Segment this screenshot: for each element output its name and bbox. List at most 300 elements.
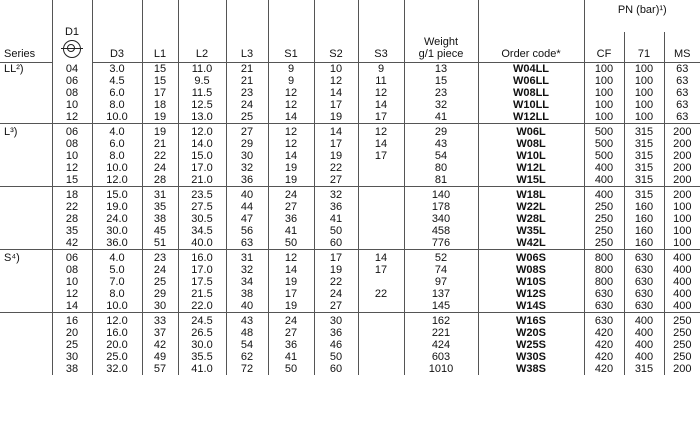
cell-weight: 52 [404,250,478,265]
cell-s2: 24 [314,288,358,300]
cell-l1: 22 [142,150,178,162]
cell-l1: 42 [142,339,178,351]
cell-ms: 250 [664,313,700,328]
col-header-l1: L1 [142,32,178,63]
cell-s2: 60 [314,237,358,250]
cell-71: 400 [624,313,664,328]
cell-l1: 17 [142,87,178,99]
cell-71: 160 [624,225,664,237]
cell-s2: 60 [314,363,358,375]
cell-s2: 22 [314,162,358,174]
series-cell [0,276,52,288]
cell-d3: 12.0 [92,313,142,328]
cell-d3: 4.5 [92,75,142,87]
cell-s1: 17 [268,288,314,300]
cell-l1: 29 [142,288,178,300]
cell-s2: 12 [314,75,358,87]
series-cell [0,351,52,363]
cell-s2: 32 [314,187,358,202]
cell-s2: 36 [314,327,358,339]
col-header-s2: S2 [314,32,358,63]
cell-d3: 8.0 [92,150,142,162]
cell-d1: 18 [52,187,92,202]
table-row [0,339,700,351]
cell-s2: 14 [314,87,358,99]
cell-s3 [358,276,404,288]
cell-weight: 41 [404,111,478,124]
cell-ms: 63 [676,99,689,111]
cell-weight: 145 [404,300,478,313]
cell-ms: 63 [676,87,689,99]
cell-s1: 50 [268,237,314,250]
cell-weight: 458 [404,225,478,237]
cell-71: 630 [624,250,664,265]
cell-cf: 250 [584,213,624,225]
cell-cf: 800 [584,276,624,288]
cell-s1: 12 [268,250,314,265]
cell-ms: 400 [664,250,700,265]
cell-s1: 19 [268,174,314,187]
table-row [0,187,700,202]
cell-s3 [358,363,404,375]
cell-s3 [358,162,404,174]
cell-order-code: W14S [478,300,584,313]
cell-cf: 100 [584,111,624,124]
cell-d3: 10.0 [92,300,142,313]
cell-s3: 11 [358,75,404,87]
cell-cf: 250 [584,237,624,250]
table-row [0,363,700,375]
table-row [0,213,700,225]
cell-l2: 35.5 [178,351,226,363]
cell-l3: 44 [226,201,268,213]
cell-l2: 11.5 [178,87,226,99]
cell-cf: 500 [584,138,624,150]
cell-d3: 36.0 [92,237,142,250]
cell-s3 [358,174,404,187]
cell-l3: 40 [226,300,268,313]
cell-cf: 630 [584,313,624,328]
cell-s1: 27 [268,201,314,213]
cell-d1: 06 [52,75,92,87]
cell-weight: 13 [404,63,478,76]
cell-d3: 19.0 [92,201,142,213]
cell-s3 [358,327,404,339]
cell-l1: 33 [142,313,178,328]
cell-71: 100 [624,99,664,111]
cell-d1: 42 [52,237,92,250]
table-row [0,225,700,237]
cell-71: 315 [624,174,664,187]
cell-l3: 32 [226,162,268,174]
cell-s2: 50 [314,225,358,237]
series-cell [0,75,52,87]
cell-ms: 100 [673,237,692,249]
cell-d3: 8.0 [92,99,142,111]
cell-order-code: W10LL [478,99,584,111]
cell-l3: 48 [226,327,268,339]
cell-l3: 40 [226,187,268,202]
table-row [0,150,700,162]
table-row [0,87,700,99]
cell-order-code: W12S [478,288,584,300]
cell-l3: 54 [226,339,268,351]
cell-l3: 38 [226,288,268,300]
col-header-71: 71 [624,32,664,63]
cell-order-code: W16S [478,313,584,328]
cell-s1: 9 [268,63,314,76]
cell-l2: 13.0 [178,111,226,124]
cell-s1: 12 [268,87,314,99]
table-row [0,237,700,250]
cell-s2: 19 [314,264,358,276]
series-cell [0,363,52,375]
series-cell [0,111,52,124]
cell-d3: 4.0 [92,250,142,265]
cell-71: 630 [624,288,664,300]
cell-s3 [358,225,404,237]
cell-ms: 400 [673,288,692,300]
cell-s3 [358,313,404,328]
cell-weight: 424 [404,339,478,351]
cell-l1: 24 [142,264,178,276]
cell-71: 100 [624,87,664,99]
cell-s1: 36 [268,213,314,225]
cell-l3: 29 [226,138,268,150]
cell-ms: 200 [673,363,692,375]
cell-d1: 08 [52,138,92,150]
cell-ms: 200 [673,174,692,186]
cell-order-code: W10S [478,276,584,288]
cell-weight: 1010 [404,363,478,375]
table-row [0,75,700,87]
cell-s2: 36 [314,201,358,213]
cell-d1: 28 [52,213,92,225]
cell-cf: 400 [584,187,624,202]
cell-weight: 29 [404,124,478,139]
cell-l1: 38 [142,213,178,225]
cell-l1: 30 [142,300,178,313]
cell-l2: 16.0 [178,250,226,265]
cell-s2: 22 [314,276,358,288]
series-cell [0,264,52,276]
cell-71: 315 [624,138,664,150]
cell-weight: 340 [404,213,478,225]
cell-71: 160 [624,201,664,213]
cell-l3: 63 [226,237,268,250]
cell-cf: 800 [584,264,624,276]
cell-s2: 19 [314,111,358,124]
series-cell [0,300,52,313]
cell-s1: 41 [268,351,314,363]
cell-s3 [358,213,404,225]
cell-s2: 17 [314,99,358,111]
cell-d1: 20 [52,327,92,339]
cell-order-code: W30S [478,351,584,363]
cell-l3: 30 [226,150,268,162]
cell-order-code: W08LL [478,87,584,99]
cell-d3: 16.0 [92,327,142,339]
cell-ms: 200 [673,150,692,162]
cell-d3: 5.0 [92,264,142,276]
cell-d3: 15.0 [92,187,142,202]
cell-l1: 15 [142,75,178,87]
cell-d1: 08 [52,264,92,276]
cell-d1: 06 [52,250,92,265]
cell-s3 [358,300,404,313]
cell-order-code: W28L [478,213,584,225]
cell-s2: 14 [314,124,358,139]
cell-l2: 17.5 [178,276,226,288]
series-label: L³) [0,124,52,139]
cell-weight: 54 [404,150,478,162]
series-label: LL²) [0,63,52,76]
cell-order-code: W25S [478,339,584,351]
cell-weight: 32 [404,99,478,111]
cell-order-code: W06LL [478,75,584,87]
table-row [0,201,700,213]
cell-ms: 200 [673,162,692,174]
table-row [0,162,700,174]
cell-s3: 14 [358,99,404,111]
cell-l1: 18 [142,99,178,111]
cell-d3: 24.0 [92,213,142,225]
cell-s1: 19 [268,162,314,174]
cell-order-code: W12L [478,162,584,174]
cell-weight: 80 [404,162,478,174]
cell-l3: 47 [226,213,268,225]
cell-weight: 43 [404,138,478,150]
table-row [0,138,700,150]
table-row [0,250,700,265]
cell-s3: 22 [358,288,404,300]
cell-l2: 11.0 [178,63,226,76]
cell-cf: 400 [584,162,624,174]
cell-cf: 100 [584,75,624,87]
cell-l1: 51 [142,237,178,250]
cell-l3: 24 [226,99,268,111]
table-row [0,327,700,339]
cell-s2: 17 [314,138,358,150]
table-body [0,63,700,376]
cell-d1: 35 [52,225,92,237]
cell-s3: 12 [358,124,404,139]
cell-l3: 34 [226,276,268,288]
cell-d3: 8.0 [92,288,142,300]
series-cell [0,313,52,328]
cell-order-code: W35L [478,225,584,237]
cell-71: 315 [624,162,664,174]
cell-ms: 63 [676,63,689,75]
cell-s2: 30 [314,313,358,328]
cell-order-code: W15L [478,174,584,187]
cell-l2: 40.0 [178,237,226,250]
cell-l1: 35 [142,201,178,213]
cell-71: 100 [624,63,664,76]
cell-l2: 9.5 [178,75,226,87]
cell-ms: 400 [673,276,692,288]
col-header-pn: PN (bar)¹) [617,4,667,16]
cell-d3: 12.0 [92,174,142,187]
cell-71: 315 [624,124,664,139]
cell-l3: 21 [226,63,268,76]
table-row [0,99,700,111]
series-cell [0,288,52,300]
cell-s3 [358,339,404,351]
series-cell [0,225,52,237]
col-header-l3: L3 [226,32,268,63]
table-row [0,264,700,276]
cell-l3: 31 [226,250,268,265]
cell-order-code: W18L [478,187,584,202]
cell-l3: 72 [226,363,268,375]
series-cell [0,187,52,202]
series-cell [0,237,52,250]
cell-weight: 97 [404,276,478,288]
cell-cf: 420 [584,363,624,375]
cell-s1: 27 [268,327,314,339]
cell-l2: 21.5 [178,288,226,300]
cell-71: 400 [624,339,664,351]
cell-ms: 250 [673,327,692,339]
cell-ms: 100 [673,225,692,237]
cell-order-code: W10L [478,150,584,162]
cell-s3: 9 [358,63,404,76]
cell-weight: 15 [404,75,478,87]
series-cell [0,150,52,162]
cell-l3: 62 [226,351,268,363]
cell-s1: 24 [268,313,314,328]
cell-s3 [358,237,404,250]
cell-d1: 16 [52,313,92,328]
cell-l3: 23 [226,87,268,99]
cell-d1: 22 [52,201,92,213]
table-row [0,313,700,328]
cell-l2: 41.0 [178,363,226,375]
cell-s1: 50 [268,363,314,375]
cell-l2: 21.0 [178,174,226,187]
col-header-l2: L2 [178,32,226,63]
cell-71: 160 [624,213,664,225]
series-cell [0,327,52,339]
cell-l1: 15 [142,63,178,76]
series-cell [0,213,52,225]
cell-l1: 49 [142,351,178,363]
cell-weight: 162 [404,313,478,328]
cell-cf: 630 [584,300,624,313]
cell-l2: 30.5 [178,213,226,225]
cell-s1: 14 [268,111,314,124]
cell-d3: 3.0 [92,63,142,76]
cell-d3: 32.0 [92,363,142,375]
cell-cf: 630 [584,288,624,300]
cell-s2: 46 [314,339,358,351]
cell-order-code: W12LL [478,111,584,124]
cell-d1: 12 [52,162,92,174]
cell-ms: 63 [676,75,689,87]
cell-s2: 10 [314,63,358,76]
cell-l1: 24 [142,162,178,174]
cell-weight: 178 [404,201,478,213]
cell-s3: 12 [358,87,404,99]
cell-order-code: W08L [478,138,584,150]
cell-weight: 137 [404,288,478,300]
table-row [0,351,700,363]
table-header [0,0,700,63]
table-row [0,63,700,76]
cell-cf: 100 [584,63,624,76]
cell-d1: 12 [52,288,92,300]
cell-order-code: W08S [478,264,584,276]
cell-s1: 19 [268,276,314,288]
cell-s2: 27 [314,174,358,187]
cell-weight: 603 [404,351,478,363]
cell-order-code: W20S [478,327,584,339]
cell-cf: 100 [584,99,624,111]
cell-s3 [358,187,404,202]
cell-cf: 250 [584,201,624,213]
cell-l3: 32 [226,264,268,276]
cell-s3: 17 [358,111,404,124]
cell-71: 100 [624,111,664,124]
cell-l1: 57 [142,363,178,375]
cell-l1: 28 [142,174,178,187]
cell-d3: 4.0 [92,124,142,139]
cell-d1: 14 [52,300,92,313]
cell-l1: 25 [142,276,178,288]
cell-weight: 23 [404,87,478,99]
cell-d3: 10.0 [92,162,142,174]
cell-order-code: W06L [478,124,584,139]
cell-l2: 30.0 [178,339,226,351]
series-cell [0,138,52,150]
cell-s1: 12 [268,99,314,111]
cell-s3: 14 [358,138,404,150]
cell-l1: 37 [142,327,178,339]
cell-weight: 140 [404,187,478,202]
col-header-d1 [52,0,92,63]
cell-d1: 06 [52,124,92,139]
series-cell [0,174,52,187]
cell-l1: 23 [142,250,178,265]
cell-l2: 26.5 [178,327,226,339]
cell-l1: 19 [142,111,178,124]
cell-order-code: W06S [478,250,584,265]
cell-71: 400 [624,327,664,339]
cell-ms: 200 [664,187,700,202]
cell-weight: 81 [404,174,478,187]
cell-l2: 17.0 [178,264,226,276]
cell-order-code: W38S [478,363,584,375]
cell-s3 [358,201,404,213]
series-label: S⁴) [0,250,52,265]
cell-ms: 200 [673,138,692,150]
col-header-weight [404,32,478,63]
cell-l2: 15.0 [178,150,226,162]
cell-l1: 45 [142,225,178,237]
cell-l3: 36 [226,174,268,187]
cell-l2: 24.5 [178,313,226,328]
table-row [0,174,700,187]
cell-l3: 56 [226,225,268,237]
cell-l3: 27 [226,124,268,139]
cell-s2: 19 [314,150,358,162]
cell-d3: 6.0 [92,87,142,99]
col-header-cf: CF [584,32,624,63]
cell-l3: 25 [226,111,268,124]
cell-ms: 100 [673,213,692,225]
table-row [0,111,700,124]
